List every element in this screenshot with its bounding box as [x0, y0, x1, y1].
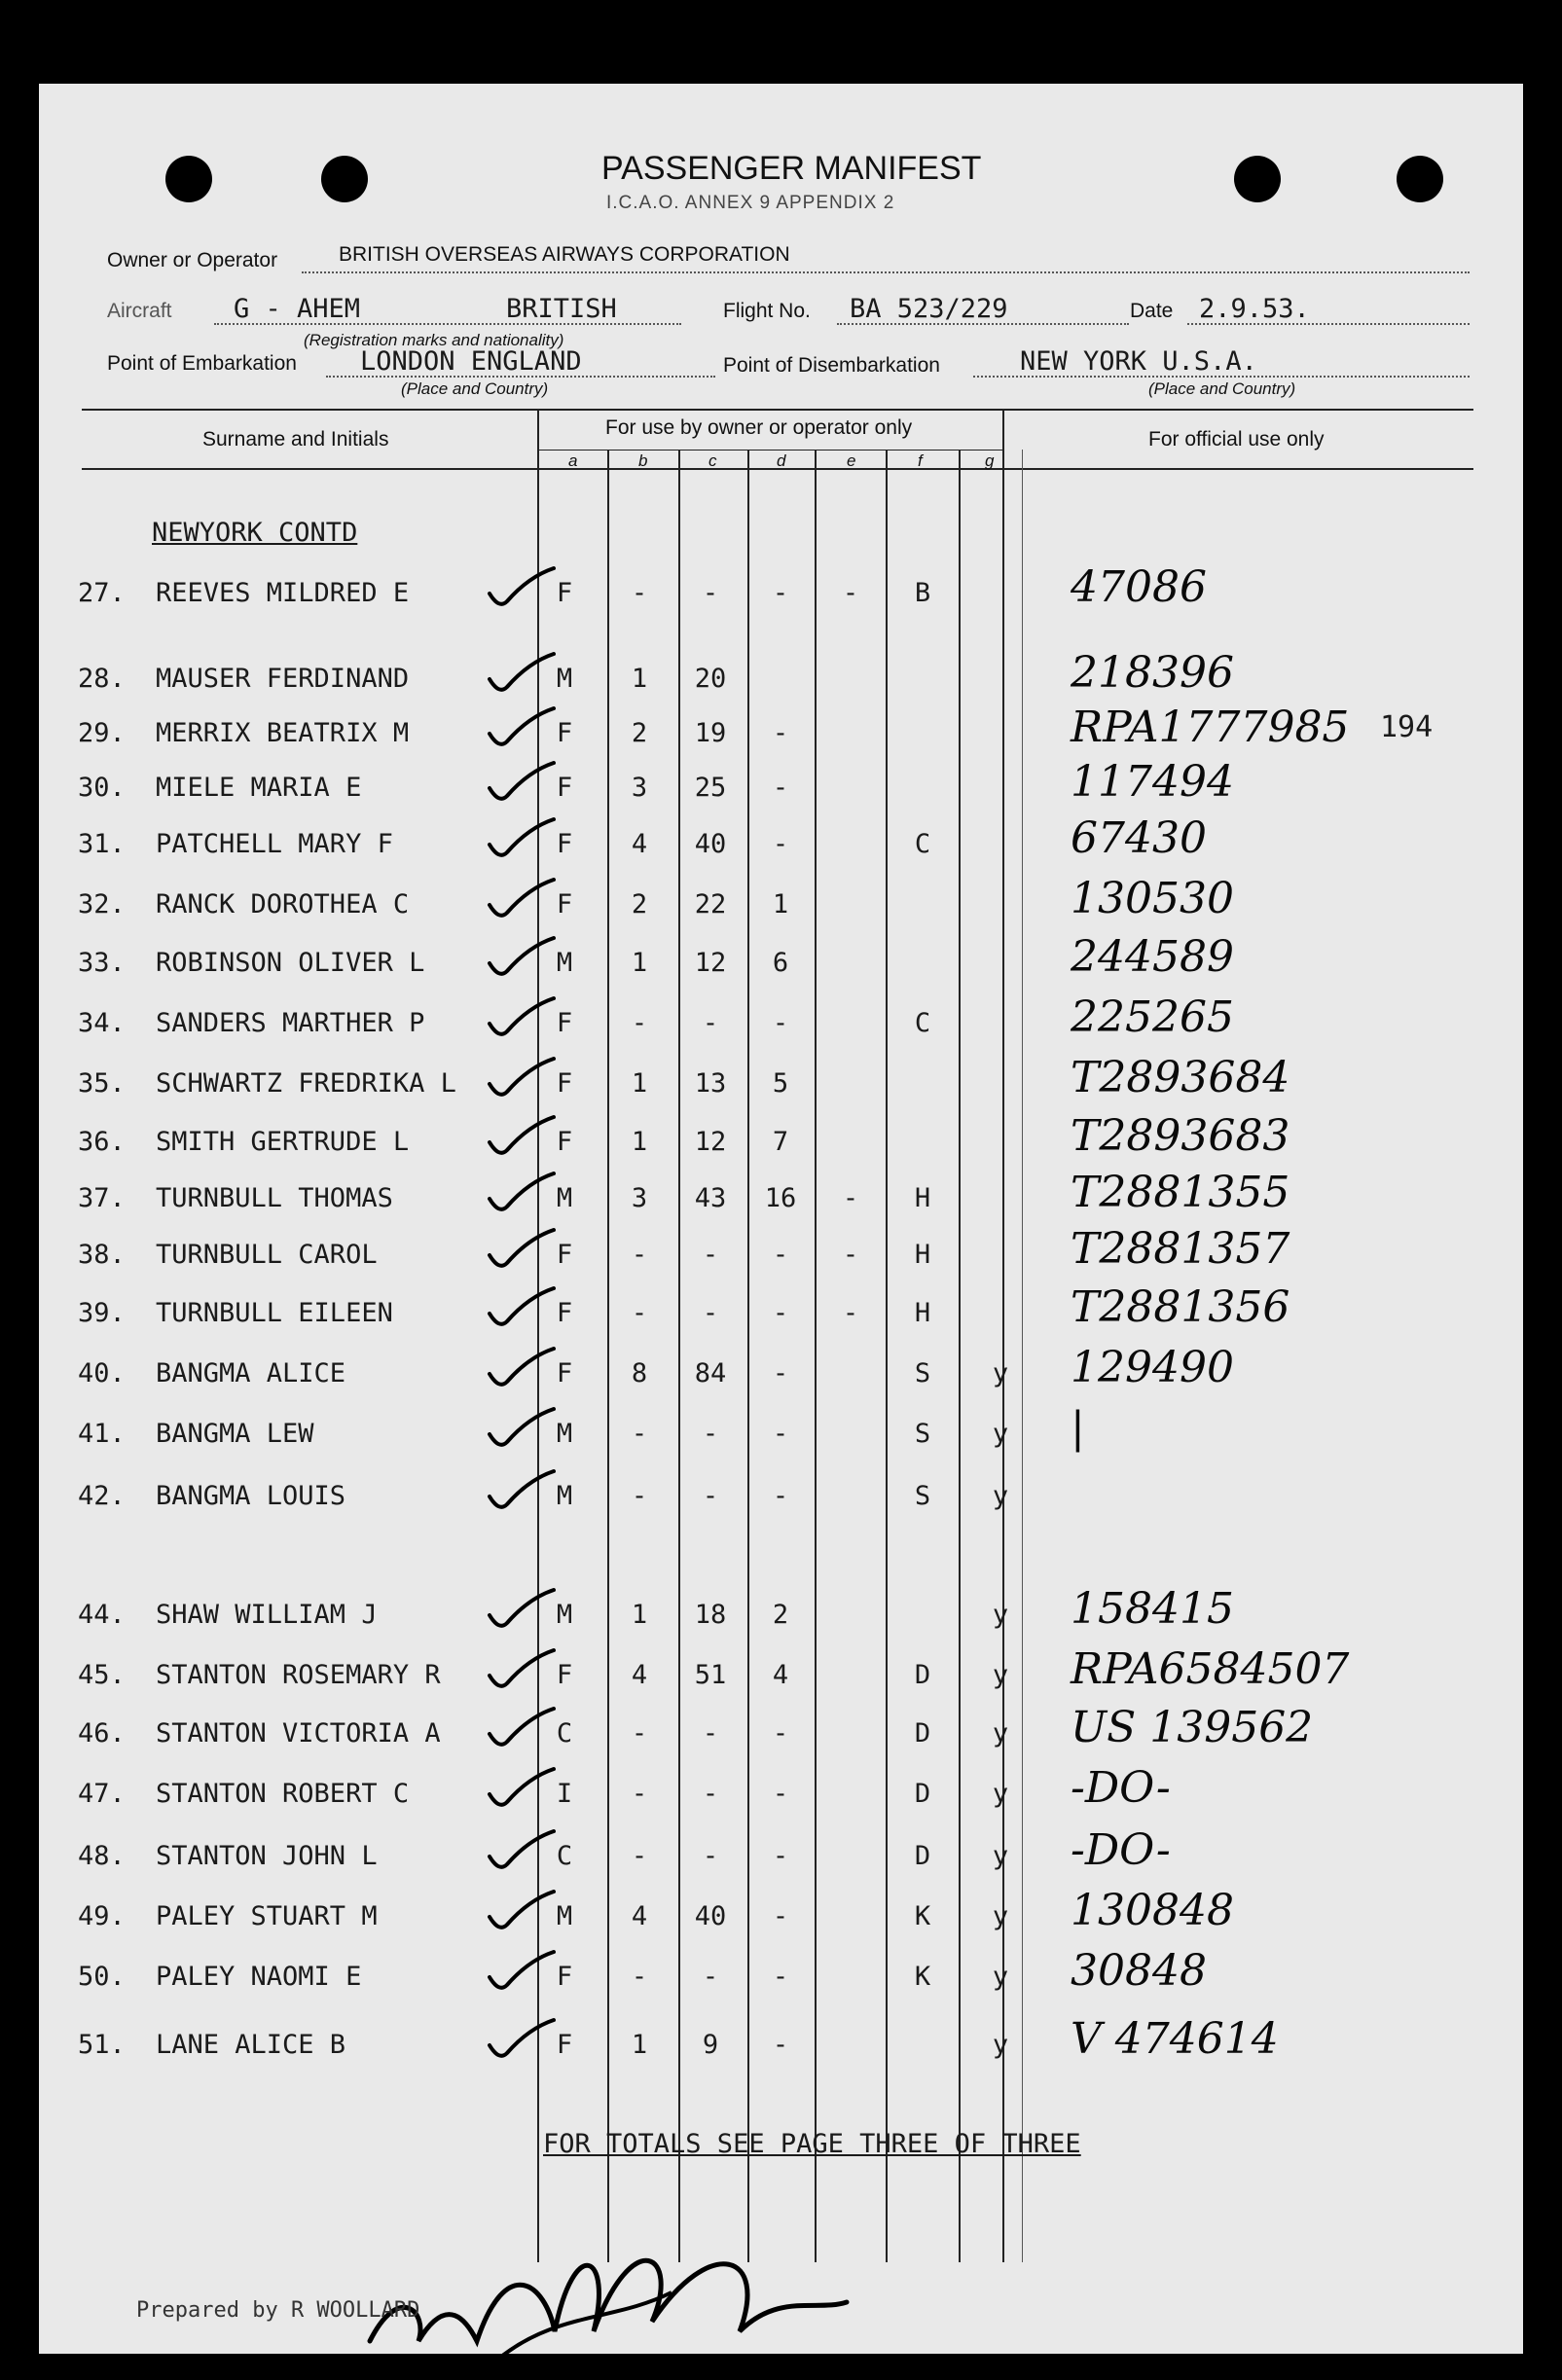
cell-b: -	[631, 1419, 648, 1449]
passenger-name: MERRIX BEATRIX M	[156, 718, 410, 748]
check-mark-icon	[482, 1827, 560, 1876]
cell-c: -	[702, 1240, 719, 1270]
registration-note: (Registration marks and nationality)	[304, 331, 564, 349]
subcol-e: e	[847, 451, 856, 470]
page-subtitle: I.C.A.O. ANNEX 9 APPENDIX 2	[606, 193, 895, 213]
check-mark-icon	[482, 564, 560, 613]
date-label: Date	[1130, 300, 1174, 322]
cell-d: -	[772, 1358, 789, 1388]
handwritten-signature	[360, 2195, 866, 2380]
column-header-official: For official use only	[1148, 428, 1325, 451]
row-number: 46.	[78, 1718, 126, 1749]
owner-label: Owner or Operator	[107, 249, 278, 271]
cell-c: -	[702, 1718, 719, 1749]
row-number: 39.	[78, 1298, 126, 1328]
official-entry: 244589	[1071, 932, 1234, 982]
cell-d: -	[772, 1901, 789, 1931]
cell-f: S	[914, 1481, 931, 1511]
cell-f: H	[914, 1183, 931, 1213]
passenger-name: SHAW WILLIAM J	[156, 1600, 378, 1630]
row-number: 48.	[78, 1841, 126, 1871]
punch-hole	[1234, 156, 1281, 202]
official-entry: RPA6584507	[1071, 1644, 1350, 1694]
cell-e: -	[842, 1298, 859, 1328]
row-number: 40.	[78, 1358, 126, 1388]
cell-d: -	[772, 1240, 789, 1270]
cell-a: M	[556, 948, 573, 978]
official-entry: 225265	[1071, 992, 1234, 1042]
cell-c: -	[702, 578, 719, 608]
cell-d: 1	[772, 889, 789, 920]
cell-d: -	[772, 1008, 789, 1038]
cell-b: -	[631, 1008, 648, 1038]
cell-g: y	[992, 1358, 1009, 1388]
check-mark-icon	[482, 1113, 560, 1162]
check-mark-icon	[482, 994, 560, 1043]
cell-c: -	[702, 1008, 719, 1038]
cell-f: C	[914, 829, 931, 859]
check-mark-icon	[482, 650, 560, 699]
official-entry: T2881357	[1071, 1224, 1290, 1274]
cell-d: 2	[772, 1600, 789, 1630]
passenger-name: BANGMA LEW	[156, 1419, 314, 1449]
cell-c: 9	[702, 2030, 719, 2060]
passenger-name: LANE ALICE B	[156, 2030, 346, 2060]
cell-b: -	[631, 1298, 648, 1328]
punch-hole	[321, 156, 368, 202]
subcol-d: d	[777, 451, 786, 470]
official-entry: 218396	[1071, 648, 1234, 698]
row-number: 33.	[78, 948, 126, 978]
row-number: 34.	[78, 1008, 126, 1038]
cell-a: F	[556, 578, 573, 608]
row-number: 36.	[78, 1127, 126, 1157]
embarkation-label: Point of Embarkation	[107, 352, 297, 375]
cell-f: D	[914, 1841, 931, 1871]
cell-b: 8	[631, 1358, 648, 1388]
cell-a: M	[556, 1481, 573, 1511]
row-number: 47.	[78, 1779, 126, 1809]
passenger-name: MAUSER FERDINAND	[156, 664, 410, 694]
cell-f: D	[914, 1779, 931, 1809]
cell-g: y	[992, 1419, 1009, 1449]
passenger-name: STANTON JOHN L	[156, 1841, 378, 1871]
check-mark-icon	[482, 759, 560, 808]
prepared-by: Prepared by R WOOLLARD	[136, 2298, 420, 2323]
official-entry: -DO-	[1071, 1825, 1171, 1875]
passenger-name: PALEY NAOMI E	[156, 1962, 362, 1992]
cell-e: -	[842, 578, 859, 608]
row-number: 41.	[78, 1419, 126, 1449]
cell-c: -	[702, 1419, 719, 1449]
cell-a: C	[556, 1841, 573, 1871]
subcol-g: g	[985, 451, 995, 470]
disembarkation-value: NEW YORK U.S.A.	[1020, 346, 1257, 377]
passenger-name: STANTON ROBERT C	[156, 1779, 410, 1809]
cell-a: F	[556, 1962, 573, 1992]
cell-a: F	[556, 2030, 573, 2060]
punch-hole	[165, 156, 212, 202]
passenger-name: BANGMA ALICE	[156, 1358, 346, 1388]
cell-a: M	[556, 1183, 573, 1213]
cell-b: -	[631, 1841, 648, 1871]
official-entry: V 474614	[1071, 2014, 1279, 2064]
check-mark-icon	[482, 1467, 560, 1516]
cell-g: y	[992, 1600, 1009, 1630]
cell-f: D	[914, 1718, 931, 1749]
check-mark-icon	[482, 815, 560, 864]
check-mark-icon	[482, 1646, 560, 1695]
cell-f: C	[914, 1008, 931, 1038]
cell-d: -	[772, 1419, 789, 1449]
cell-c: -	[702, 1298, 719, 1328]
cell-d: -	[772, 1962, 789, 1992]
aircraft-label: Aircraft	[107, 300, 172, 322]
check-mark-icon	[482, 1405, 560, 1454]
totals-note: FOR TOTALS SEE PAGE THREE OF THREE	[543, 2129, 1081, 2159]
official-entry: -DO-	[1071, 1763, 1171, 1813]
punch-hole	[1397, 156, 1443, 202]
owner-value: BRITISH OVERSEAS AIRWAYS CORPORATION	[339, 243, 790, 266]
check-mark-icon	[482, 1284, 560, 1333]
passenger-name: STANTON VICTORIA A	[156, 1718, 441, 1749]
passenger-name: SCHWARTZ FREDRIKA L	[156, 1068, 456, 1099]
cell-c: 43	[694, 1183, 727, 1213]
row-number: 31.	[78, 829, 126, 859]
cell-a: M	[556, 1600, 573, 1630]
passenger-name: SMITH GERTRUDE L	[156, 1127, 410, 1157]
cell-b: 2	[631, 718, 648, 748]
official-entry: 47086	[1071, 562, 1207, 612]
cell-c: 51	[694, 1660, 727, 1690]
row-number: 42.	[78, 1481, 126, 1511]
official-entry: 30848	[1071, 1946, 1207, 1996]
row-number: 51.	[78, 2030, 126, 2060]
cell-f: H	[914, 1240, 931, 1270]
cell-b: -	[631, 1779, 648, 1809]
cell-b: 3	[631, 1183, 648, 1213]
cell-f: K	[914, 1962, 931, 1992]
cell-c: 20	[694, 664, 727, 694]
cell-d: -	[772, 773, 789, 803]
cell-b: 3	[631, 773, 648, 803]
row-number: 50.	[78, 1962, 126, 1992]
official-entry: 67430	[1071, 813, 1207, 863]
cell-g: y	[992, 1901, 1009, 1931]
cell-d: -	[772, 829, 789, 859]
section-heading: NEWYORK CONTD	[152, 518, 358, 548]
row-number: 38.	[78, 1240, 126, 1270]
cell-b: 4	[631, 1901, 648, 1931]
check-mark-icon	[482, 1345, 560, 1393]
cell-b: 2	[631, 889, 648, 920]
row-number: 28.	[78, 664, 126, 694]
cell-c: 22	[694, 889, 727, 920]
cell-a: F	[556, 1008, 573, 1038]
cell-a: F	[556, 829, 573, 859]
cell-c: 12	[694, 948, 727, 978]
cell-d: -	[772, 578, 789, 608]
column-header-operator: For use by owner or operator only	[605, 416, 913, 439]
cell-a: F	[556, 1127, 573, 1157]
check-mark-icon	[482, 1705, 560, 1753]
flight-label: Flight No.	[723, 300, 811, 322]
official-entry: 158415	[1071, 1584, 1234, 1634]
cell-c: 40	[694, 1901, 727, 1931]
cell-c: 19	[694, 718, 727, 748]
official-entry: 130848	[1071, 1886, 1234, 1935]
cell-a: F	[556, 1298, 573, 1328]
cell-c: 13	[694, 1068, 727, 1099]
row-number: 35.	[78, 1068, 126, 1099]
page-title: PASSENGER MANIFEST	[601, 150, 982, 187]
cell-b: 4	[631, 1660, 648, 1690]
cell-a: C	[556, 1718, 573, 1749]
flight-number: BA 523/229	[850, 294, 1008, 324]
cell-a: F	[556, 1660, 573, 1690]
side-page-number: 194	[1380, 710, 1434, 744]
check-mark-icon	[482, 1226, 560, 1275]
passenger-name: ROBINSON OLIVER L	[156, 948, 425, 978]
embarkation-value: LONDON ENGLAND	[360, 346, 582, 377]
passenger-name: REEVES MILDRED E	[156, 578, 410, 608]
cell-b: 1	[631, 664, 648, 694]
subcol-a: a	[568, 451, 578, 470]
cell-a: F	[556, 1358, 573, 1388]
official-entry: |	[1071, 1403, 1085, 1453]
cell-a: F	[556, 773, 573, 803]
check-mark-icon	[482, 1948, 560, 1997]
cell-a: F	[556, 718, 573, 748]
official-entry: T2881356	[1071, 1282, 1290, 1332]
row-number: 45.	[78, 1660, 126, 1690]
row-number: 49.	[78, 1901, 126, 1931]
cell-d: 16	[764, 1183, 797, 1213]
cell-a: F	[556, 1240, 573, 1270]
cell-f: K	[914, 1901, 931, 1931]
manifest-page	[39, 84, 1523, 2354]
cell-f: B	[914, 578, 931, 608]
row-number: 27.	[78, 578, 126, 608]
cell-b: 1	[631, 2030, 648, 2060]
cell-c: -	[702, 1841, 719, 1871]
cell-e: -	[842, 1240, 859, 1270]
cell-g: y	[992, 1481, 1009, 1511]
cell-g: y	[992, 2030, 1009, 2060]
passenger-name: TURNBULL THOMAS	[156, 1183, 393, 1213]
cell-a: F	[556, 889, 573, 920]
cell-f: H	[914, 1298, 931, 1328]
cell-a: I	[556, 1779, 573, 1809]
embarkation-note: (Place and Country)	[401, 379, 549, 398]
cell-e: -	[842, 1183, 859, 1213]
aircraft-nationality: BRITISH	[506, 294, 617, 324]
column-header-name: Surname and Initials	[202, 428, 389, 451]
cell-c: -	[702, 1779, 719, 1809]
row-number: 30.	[78, 773, 126, 803]
aircraft-registration: G - AHEM	[234, 294, 361, 324]
cell-c: 12	[694, 1127, 727, 1157]
check-mark-icon	[482, 1586, 560, 1635]
check-mark-icon	[482, 1055, 560, 1103]
cell-d: -	[772, 2030, 789, 2060]
official-entry: T2893684	[1071, 1053, 1290, 1102]
passenger-name: SANDERS MARTHER P	[156, 1008, 425, 1038]
cell-b: 1	[631, 1127, 648, 1157]
check-mark-icon	[482, 2016, 560, 2065]
cell-c: 25	[694, 773, 727, 803]
cell-g: y	[992, 1841, 1009, 1871]
cell-d: 6	[772, 948, 789, 978]
cell-a: M	[556, 1419, 573, 1449]
row-number: 37.	[78, 1183, 126, 1213]
cell-a: F	[556, 1068, 573, 1099]
table-top-rule	[82, 409, 1473, 411]
official-entry: T2881355	[1071, 1168, 1290, 1217]
official-entry: T2893683	[1071, 1111, 1290, 1161]
check-mark-icon	[482, 934, 560, 983]
row-number: 29.	[78, 718, 126, 748]
cell-a: M	[556, 1901, 573, 1931]
cell-f: S	[914, 1358, 931, 1388]
official-entry: 117494	[1071, 757, 1234, 807]
cell-b: -	[631, 578, 648, 608]
cell-g: y	[992, 1779, 1009, 1809]
check-mark-icon	[482, 1170, 560, 1218]
row-number: 44.	[78, 1600, 126, 1630]
check-mark-icon	[482, 1888, 560, 1936]
passenger-name: BANGMA LOUIS	[156, 1481, 346, 1511]
date-value: 2.9.53.	[1199, 294, 1310, 324]
official-entry: 130530	[1071, 874, 1234, 923]
cell-d: -	[772, 1298, 789, 1328]
passenger-name: TURNBULL EILEEN	[156, 1298, 393, 1328]
cell-g: y	[992, 1962, 1009, 1992]
official-entry: RPA1777985	[1071, 703, 1350, 752]
check-mark-icon	[482, 704, 560, 753]
check-mark-icon	[482, 876, 560, 924]
cell-d: -	[772, 1841, 789, 1871]
passenger-name: PATCHELL MARY F	[156, 829, 393, 859]
cell-b: 4	[631, 829, 648, 859]
cell-d: -	[772, 1779, 789, 1809]
cell-a: M	[556, 664, 573, 694]
passenger-name: RANCK DOROTHEA C	[156, 889, 410, 920]
cell-b: 1	[631, 1600, 648, 1630]
cell-d: -	[772, 1481, 789, 1511]
row-number: 32.	[78, 889, 126, 920]
cell-d: 7	[772, 1127, 789, 1157]
cell-d: 5	[772, 1068, 789, 1099]
passenger-name: PALEY STUART M	[156, 1901, 378, 1931]
cell-g: y	[992, 1718, 1009, 1749]
cell-b: -	[631, 1718, 648, 1749]
cell-c: 84	[694, 1358, 727, 1388]
cell-c: 40	[694, 829, 727, 859]
cell-f: D	[914, 1660, 931, 1690]
disembarkation-label: Point of Disembarkation	[723, 354, 940, 377]
cell-c: -	[702, 1481, 719, 1511]
cell-b: -	[631, 1240, 648, 1270]
subcol-c: c	[708, 451, 717, 470]
cell-d: -	[772, 718, 789, 748]
cell-g: y	[992, 1660, 1009, 1690]
official-entry: 129490	[1071, 1343, 1234, 1392]
cell-b: -	[631, 1962, 648, 1992]
official-entry: US 139562	[1071, 1703, 1314, 1752]
cell-f: S	[914, 1419, 931, 1449]
cell-c: 18	[694, 1600, 727, 1630]
cell-b: 1	[631, 948, 648, 978]
cell-d: -	[772, 1718, 789, 1749]
passenger-name: MIELE MARIA E	[156, 773, 362, 803]
cell-b: 1	[631, 1068, 648, 1099]
disembarkation-note: (Place and Country)	[1148, 379, 1296, 398]
check-mark-icon	[482, 1765, 560, 1814]
cell-b: -	[631, 1481, 648, 1511]
cell-d: 4	[772, 1660, 789, 1690]
subcol-b: b	[638, 451, 648, 470]
cell-c: -	[702, 1962, 719, 1992]
subcol-f: f	[918, 451, 923, 470]
passenger-name: STANTON ROSEMARY R	[156, 1660, 441, 1690]
passenger-name: TURNBULL CAROL	[156, 1240, 378, 1270]
